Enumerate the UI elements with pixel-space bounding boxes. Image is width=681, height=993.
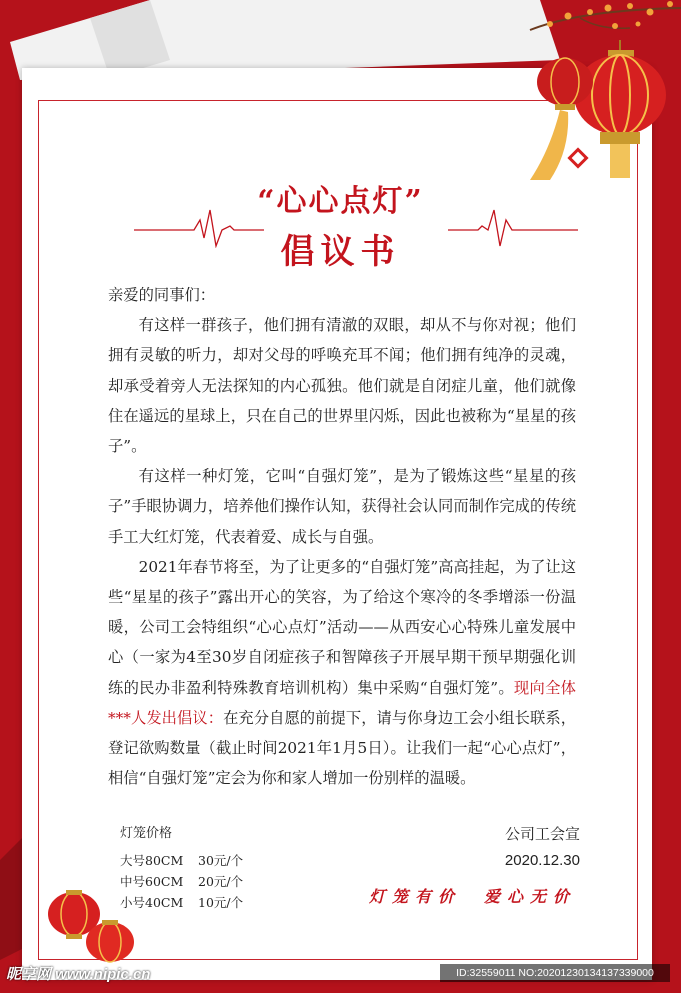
plum-blossom-icon	[520, 0, 681, 44]
paragraph-3-part-b: 在充分自愿的前提下，请与你身边工会小组长联系，登记欲购数量（截止时间2021年1月5日）。让我们一起“心心点灯”，相信“自强灯笼”定会为你和家人增加一份别样的温暖。	[108, 708, 576, 788]
price-size: 大号80CM	[120, 853, 184, 868]
price-size: 小号40CM	[120, 895, 184, 910]
price-row	[120, 871, 243, 892]
title-line-2: 倡议书	[280, 232, 401, 272]
paragraph-3-part-a: 2021年春节将至，为了让更多的“自强灯笼”高高挂起，为了让这些“星星的孩子”露出开心的笑容，为了给这个寒冷的冬季增添一份温暖，公司工会特组织“心心点灯”活动——从西安心心特殊儿童发展中心（一家为4至30岁自闭症孩子和智障孩子开展早期干预早期强化训练的民办非盈利特殊教育培训机构）集中采购“自强灯笼”。	[108, 557, 576, 697]
slogan: 灯笼有价 爱心无价	[368, 887, 576, 906]
paragraph-1: 有这样一群孩子，他们拥有清澈的双眼，却从不与你对视；他们拥有灵敏的听力，却对父母的呼唤充耳不闻；他们拥有纯净的灵魂，却承受着旁人无法探知的内心孤独。他们就是自闭症儿童，他们就像住在遥远的星球上，只在自己的世界里闪烁，因此也被称为“星星的孩子”。	[108, 316, 576, 456]
watermark-id: ID:32559011 NO:20201230134137339000	[440, 964, 670, 982]
price-row	[120, 850, 243, 871]
price-value: 30元/个	[198, 853, 244, 868]
watermark-site: 昵享网 www.nipic.cn	[6, 966, 151, 983]
price-value: 10元/个	[198, 895, 244, 910]
signature-org: 公司工会宣	[504, 826, 580, 843]
signature-date: 2020.12.30	[504, 852, 580, 869]
price-title: 灯笼价格	[120, 826, 173, 841]
greeting: 亲爱的同事们：	[108, 286, 216, 304]
paragraph-2: 有这样一种灯笼，它叫“自强灯笼”，是为了锻炼这些“星星的孩子”手眼协调力，培养他们操作认知，获得社会认同而制作完成的传统手工大红灯笼，代表着爱、成长与自强。	[108, 467, 576, 546]
price-value: 20元/个	[198, 874, 244, 889]
signature	[470, 822, 580, 874]
price-row	[120, 892, 243, 913]
price-size: 中号60CM	[120, 874, 184, 889]
title-line-1: “心心点灯”	[257, 184, 424, 219]
letter-body	[108, 280, 576, 793]
price-list	[120, 850, 243, 913]
call-to-action: 现向全体***人发出倡议：	[108, 678, 576, 727]
chinese-knot-icon	[570, 150, 587, 167]
paragraph-3	[108, 552, 576, 794]
